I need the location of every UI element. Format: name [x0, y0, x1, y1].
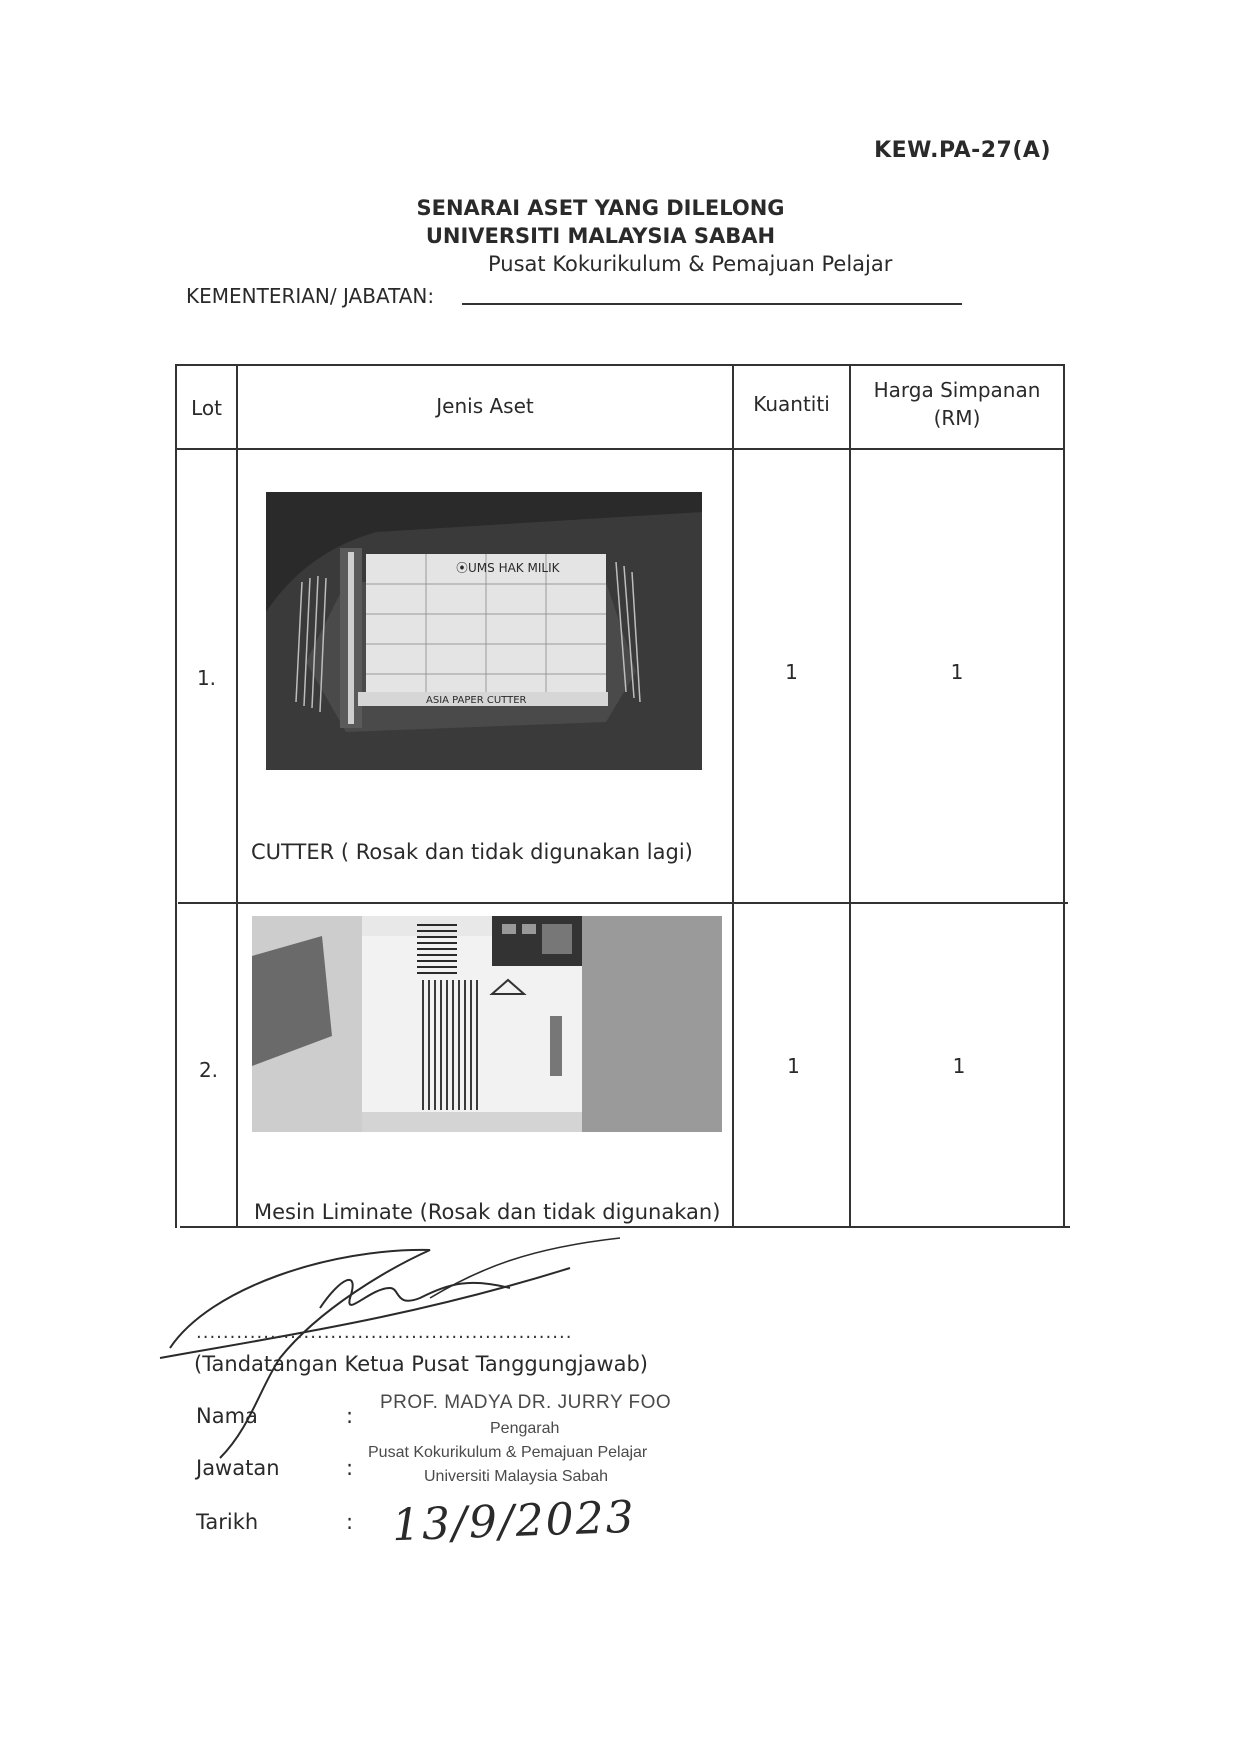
- row2-quantity: 1: [787, 1054, 800, 1078]
- paper-cutter-photo: [266, 492, 702, 770]
- handwritten-date: 13/9/2023: [391, 1491, 637, 1552]
- document-title: SENARAI ASET YANG DILELONG: [416, 196, 785, 220]
- date-colon: :: [346, 1510, 354, 1534]
- table-border-right: [1063, 364, 1065, 1228]
- table-border-left: [175, 364, 177, 1228]
- stamp-department: Pusat Kokurikulum & Pemajuan Pelajar: [368, 1444, 648, 1461]
- photo-label-brand: ASIA PAPER CUTTER: [426, 695, 527, 706]
- table-col-divider-3: [849, 364, 851, 1228]
- table-col-divider-1: [236, 364, 238, 1228]
- header-quantity: Kuantiti: [753, 392, 830, 416]
- row1-caption: CUTTER ( Rosak dan tidak digunakan lagi): [251, 840, 693, 864]
- ministry-label: KEMENTERIAN/ JABATAN:: [186, 284, 435, 308]
- laminating-machine-illustration: [252, 916, 722, 1132]
- row1-quantity: 1: [785, 660, 798, 684]
- stamp-name: PROF. MADYA DR. JURRY FOO: [380, 1392, 672, 1413]
- photo-label-ums: ⦿UMS HAK MILIK: [456, 561, 560, 575]
- row2-value: 1: [952, 1054, 966, 1078]
- table-border-top: [175, 364, 1065, 366]
- university-name: UNIVERSITI MALAYSIA SABAH: [425, 224, 776, 248]
- ministry-blank-line: [462, 303, 962, 305]
- signature-dotted-line: ........................................................: [196, 1322, 573, 1343]
- date-label: Tarikh: [196, 1510, 259, 1534]
- row2-caption: Mesin Liminate (Rosak dan tidak digunakan): [254, 1200, 721, 1224]
- table-header-divider: [175, 448, 1065, 450]
- row1-value: 1: [950, 660, 964, 684]
- row1-lot: 1.: [196, 666, 217, 690]
- signature-scribble: [150, 1228, 670, 1468]
- position-colon: :: [346, 1456, 354, 1480]
- table-row-divider: [178, 902, 1068, 904]
- form-code: KEW.PA-27(A): [874, 138, 1051, 163]
- row2-lot: 2.: [198, 1058, 219, 1082]
- laminating-machine-photo: [252, 916, 722, 1132]
- header-lot: Lot: [191, 396, 222, 420]
- header-value-line1: Harga Simpanan: [873, 378, 1041, 402]
- name-colon: :: [346, 1404, 354, 1428]
- stamp-university: Universiti Malaysia Sabah: [424, 1468, 609, 1485]
- header-asset-type: Jenis Aset: [436, 394, 534, 418]
- signature-label: (Tandatangan Ketua Pusat Tanggungjawab): [194, 1352, 648, 1376]
- name-label: Nama: [196, 1404, 258, 1428]
- position-label: Jawatan: [196, 1456, 280, 1480]
- header-value: [851, 378, 1063, 430]
- department-name: Pusat Kokurikulum & Pemajuan Pelajar: [488, 252, 893, 276]
- paper-cutter-illustration: [266, 492, 702, 770]
- header-value-line2: (RM): [933, 406, 981, 430]
- stamp-title: Pengarah: [490, 1420, 560, 1437]
- table-col-divider-2: [732, 364, 734, 1228]
